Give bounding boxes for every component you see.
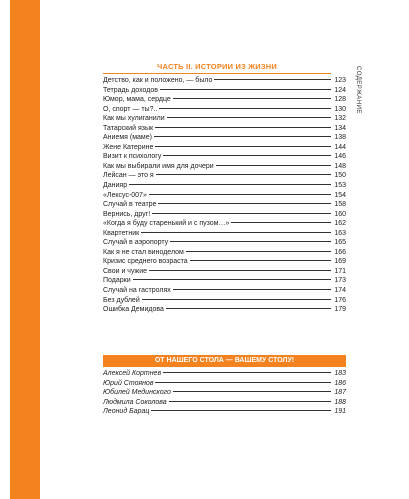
toc-entry[interactable] — [103, 219, 346, 229]
toc-entry-page: 130 — [334, 105, 346, 113]
toc-entry-page: 188 — [334, 398, 346, 406]
toc-entry-title: Детство, как и положено, — было — [103, 77, 213, 84]
toc-entry[interactable] — [103, 267, 346, 277]
toc-entry-page: 163 — [334, 229, 346, 237]
orange-side-bar — [10, 0, 40, 499]
toc-entry[interactable] — [103, 171, 346, 181]
toc-entry-page: 171 — [334, 267, 346, 275]
toc-entry-title: О, спорт — ты?.. — [103, 105, 158, 113]
toc-entry-title: Юмор, мама, сердце — [103, 96, 171, 104]
toc-leader-line — [216, 165, 331, 166]
toc-entry-page: 134 — [334, 124, 346, 132]
toc-entry-title: Людмила Соколова — [103, 398, 167, 406]
toc-entry[interactable] — [103, 105, 346, 115]
toc-entry-page: 176 — [334, 296, 346, 304]
toc-leader-line — [214, 79, 331, 80]
toc-entry-title: Свои и чужие — [103, 267, 148, 275]
toc-entry-page: 174 — [334, 287, 346, 295]
toc-leader-line — [142, 299, 331, 300]
toc-entry-title: Тетрадь доходов — [103, 86, 158, 94]
toc-entry-title: Лейсан — это я — [103, 172, 154, 180]
toc-leader-line — [169, 401, 331, 402]
toc-leader-line — [173, 98, 331, 99]
toc-entry-page: 186 — [334, 379, 346, 387]
toc-leader-line — [155, 382, 331, 383]
toc-entry[interactable] — [103, 200, 346, 210]
toc-entry-title: Юбилей Мединского — [103, 389, 171, 397]
toc-entry-title: Визит к психологу — [103, 153, 162, 161]
toc-entry-page: 146 — [334, 153, 346, 161]
toc-entry-page: 158 — [334, 201, 346, 209]
toc-leader-line — [129, 184, 331, 185]
toc-entry-page: 132 — [334, 115, 346, 123]
toc-entry-page: 148 — [334, 162, 346, 170]
toc-entry-title: Аниемя (маме) — [103, 134, 152, 142]
toc-entry[interactable] — [103, 95, 346, 105]
toc-entry-page: 179 — [334, 306, 346, 314]
toc-entry[interactable] — [103, 286, 346, 296]
toc-leader-line — [173, 289, 331, 290]
side-label: СОДЕРЖАНИЕ — [355, 66, 361, 114]
banner-title: ОТ НАШЕГО СТОЛА — ВАШЕМУ СТОЛУ! — [103, 355, 346, 367]
toc-entry[interactable] — [103, 162, 346, 172]
toc-entry-page: 173 — [334, 277, 346, 285]
toc-entry-page: 138 — [334, 134, 346, 142]
toc-leader-line — [231, 222, 331, 223]
toc-leader-line — [159, 108, 331, 109]
toc-entry-title: Вернись, друг! — [103, 210, 151, 218]
toc-entry-title: Подарки — [103, 277, 131, 285]
toc-entry[interactable] — [103, 229, 346, 239]
toc-entry-page: 153 — [334, 182, 346, 190]
toc-entry[interactable] — [103, 76, 346, 86]
toc-entry[interactable] — [103, 276, 346, 286]
toc-leader-line — [163, 372, 331, 373]
toc-leader-line — [141, 232, 331, 233]
toc-leader-line — [151, 410, 331, 411]
toc-entry[interactable] — [103, 114, 346, 124]
toc-entry[interactable] — [103, 143, 346, 153]
toc-entry[interactable] — [103, 152, 346, 162]
toc-entry-page: 183 — [334, 370, 346, 377]
toc-entry-page: 160 — [334, 210, 346, 218]
toc-leader-line — [155, 127, 331, 128]
toc-entry-page: 165 — [334, 239, 346, 247]
toc-entry[interactable] — [103, 398, 346, 408]
toc-entry[interactable] — [103, 379, 346, 389]
toc-leader-line — [152, 213, 331, 214]
toc-leader-line — [163, 155, 331, 156]
toc-entry[interactable] — [103, 191, 346, 201]
toc-leader-line — [167, 117, 331, 118]
toc-entry-page: 187 — [334, 389, 346, 397]
toc-entry[interactable] — [103, 248, 346, 258]
toc-entry-page: 169 — [334, 258, 346, 266]
toc-entry[interactable] — [103, 369, 346, 379]
toc-entry-page: 150 — [334, 172, 346, 180]
toc-entry-title: Юрий Стоянов — [103, 379, 154, 387]
toc-leader-line — [156, 174, 331, 175]
toc-entry[interactable] — [103, 86, 346, 96]
toc-leader-line — [160, 89, 331, 90]
toc-leader-line — [149, 270, 331, 271]
toc-list — [103, 76, 346, 315]
toc-entry[interactable] — [103, 388, 346, 398]
section-title: ЧАСТЬ II. ИСТОРИИ ИЗ ЖИЗНИ — [103, 62, 331, 74]
toc-entry-page: 144 — [334, 143, 346, 151]
toc-entry[interactable] — [103, 296, 346, 306]
toc-leader-line — [173, 391, 331, 392]
toc-leader-line — [190, 260, 331, 261]
toc-entry[interactable] — [103, 238, 346, 248]
toc-entry-page: 162 — [334, 220, 346, 228]
toc-entry[interactable] — [103, 257, 346, 267]
toc-entry-title: Случай в театре — [103, 201, 157, 209]
toc-entry-title: Случай на гастролях — [103, 287, 171, 295]
toc-entry[interactable] — [103, 133, 346, 143]
toc-entry[interactable] — [103, 305, 346, 315]
toc-entry-title: Жене Катерине — [103, 143, 154, 151]
toc-leader-line — [170, 241, 331, 242]
toc-entry-title: Данияр — [103, 182, 128, 190]
toc-entry-title: «Лексус-007» — [103, 191, 147, 199]
toc-leader-line — [166, 308, 331, 309]
toc-entry-page: 128 — [334, 96, 346, 104]
toc-leader-line — [158, 203, 331, 204]
toc-entry-page: 123 — [334, 77, 346, 84]
toc-leader-line — [149, 194, 331, 195]
toc-entry-page: 124 — [334, 86, 346, 94]
toc-leader-line — [155, 146, 331, 147]
toc-leader-line — [154, 136, 331, 137]
toc-entry-title: «Когда я буду старенький и с пузом…» — [103, 220, 230, 228]
toc-entry-title: Без дублей — [103, 296, 140, 304]
toc-leader-line — [186, 251, 331, 252]
toc-leader-line — [133, 279, 331, 280]
toc-entry-title: Ошибка Демидова — [103, 306, 164, 314]
toc-entry-page: 154 — [334, 191, 346, 199]
toc-entry[interactable] — [103, 181, 346, 191]
toc-entry-title: Случай в аэропорту — [103, 239, 169, 247]
toc-entry-title: Как я не стал виноделом — [103, 248, 184, 256]
toc-entry-page: 191 — [334, 408, 346, 416]
toc-entry-title: Леонид Барац — [103, 408, 150, 416]
toc-entry-title: Квартетник — [103, 229, 140, 237]
toc-entry-title: Как мы хулиганили — [103, 115, 165, 123]
toc-entry[interactable] — [103, 124, 346, 134]
toc-entry-title: Татарский язык — [103, 124, 154, 132]
toc-entry[interactable] — [103, 210, 346, 220]
toc-entry-title: Алексей Кортнев — [103, 370, 162, 377]
toc-entry-page: 166 — [334, 248, 346, 256]
toc-entry-title: Как мы выбирали имя для дочери — [103, 162, 214, 170]
toc-entry-title: Кризис среднего возраста — [103, 258, 188, 266]
recipe-toc-list — [103, 369, 346, 417]
toc-entry[interactable] — [103, 407, 346, 417]
